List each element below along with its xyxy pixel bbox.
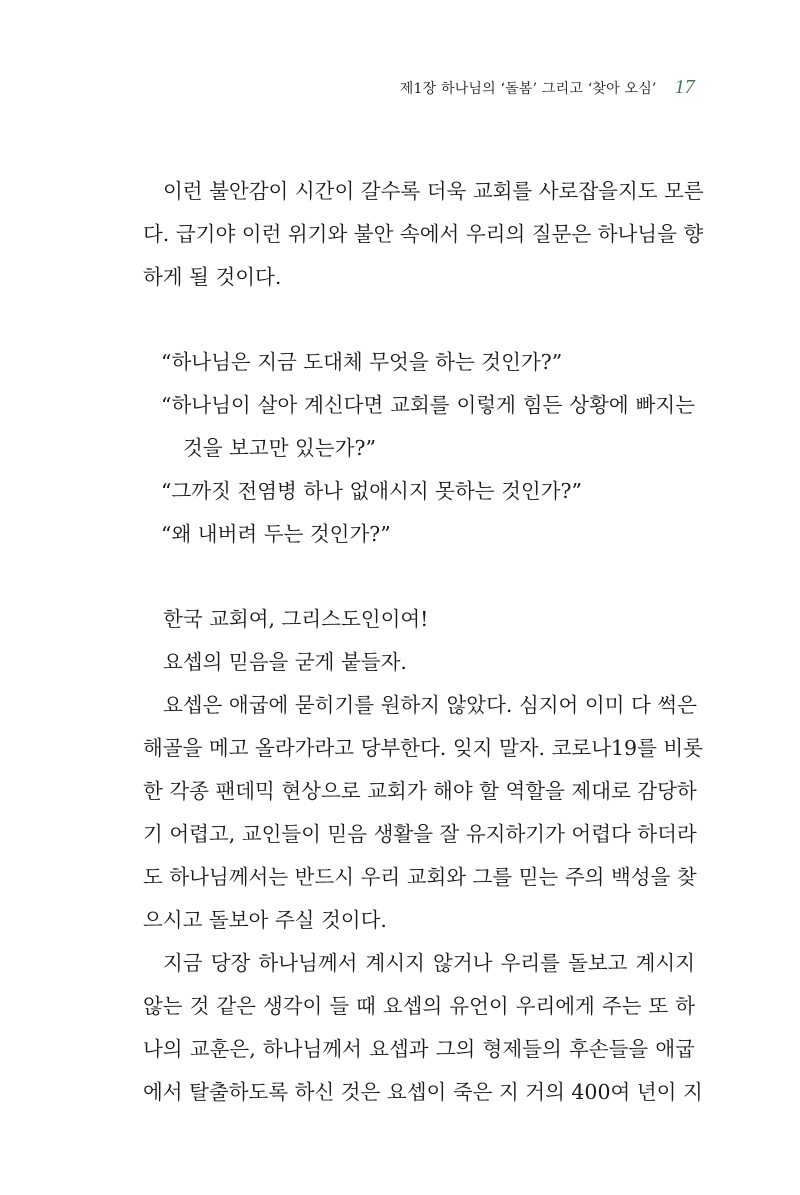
exhortation xyxy=(143,598,695,684)
page-number: 17 xyxy=(674,76,695,98)
running-header xyxy=(400,76,695,99)
text-line: 도 하나님께서는 반드시 우리 교회와 그를 믿는 주의 백성을 찾 xyxy=(143,865,697,889)
text-line: 이런 불안감이 시간이 갈수록 더욱 교회를 사로잡을지도 모른 xyxy=(163,179,704,203)
quote-line: “그까짓 전염병 하나 없애시지 못하는 것인가?” xyxy=(161,479,582,503)
text-line: 지금 당장 하나님께서 계시지 않거나 우리를 돌보고 계시지 xyxy=(163,951,695,975)
quote-line: “하나님은 지금 도대체 무엇을 하는 것인가?” xyxy=(161,350,563,374)
text-line: 한 각종 팬데믹 현상으로 교회가 해야 할 역할을 제대로 감당하 xyxy=(143,779,697,803)
text-line: 기 어렵고, 교인들이 믿음 생활을 잘 유지하기가 어렵다 하더라 xyxy=(143,822,697,846)
quote-line: “왜 내버려 두는 것인가?” xyxy=(161,522,391,546)
paragraph-3 xyxy=(143,942,703,1114)
text-line: 나의 교훈은, 하나님께서 요셉과 그의 형제들의 후손들을 애굽 xyxy=(143,1037,695,1061)
paragraph-2 xyxy=(143,684,704,942)
running-title: 제1장 하나님의 ‘돌봄’ 그리고 ‘찾아 오심’ xyxy=(399,81,657,97)
quote-line-continued: 것을 보고만 있는가?” xyxy=(183,436,376,460)
paragraph-gap xyxy=(143,299,695,341)
text-line: 으시고 돌보아 주실 것이다. xyxy=(143,908,387,932)
exhortation-line: 요셉의 믿음을 굳게 붙들자. xyxy=(163,650,407,674)
text-line: 다. 급기야 이런 위기와 불안 속에서 우리의 질문은 하나님을 향 xyxy=(143,222,704,246)
text-line: 에서 탈출하도록 하신 것은 요셉이 죽은 지 거의 400여 년이 지 xyxy=(143,1080,703,1104)
body-text xyxy=(143,170,704,1114)
exhortation-line: 한국 교회여, 그리스도인이여! xyxy=(163,607,429,631)
text-line: 않는 것 같은 생각이 들 때 요셉의 유언이 우리에게 주는 또 하 xyxy=(143,994,695,1018)
paragraph-1 xyxy=(143,170,704,299)
quote-line: “하나님이 살아 계신다면 교회를 이렇게 힘든 상황에 빠지는 xyxy=(161,393,695,417)
quote-list xyxy=(143,341,695,556)
text-line: 요셉은 애굽에 묻히기를 원하지 않았다. 심지어 이미 다 썩은 xyxy=(163,693,697,717)
text-line: 하게 될 것이다. xyxy=(143,265,282,289)
text-line: 해골을 메고 올라가라고 당부한다. 잊지 말자. 코로나19를 비롯 xyxy=(143,736,704,760)
paragraph-gap xyxy=(143,556,695,598)
